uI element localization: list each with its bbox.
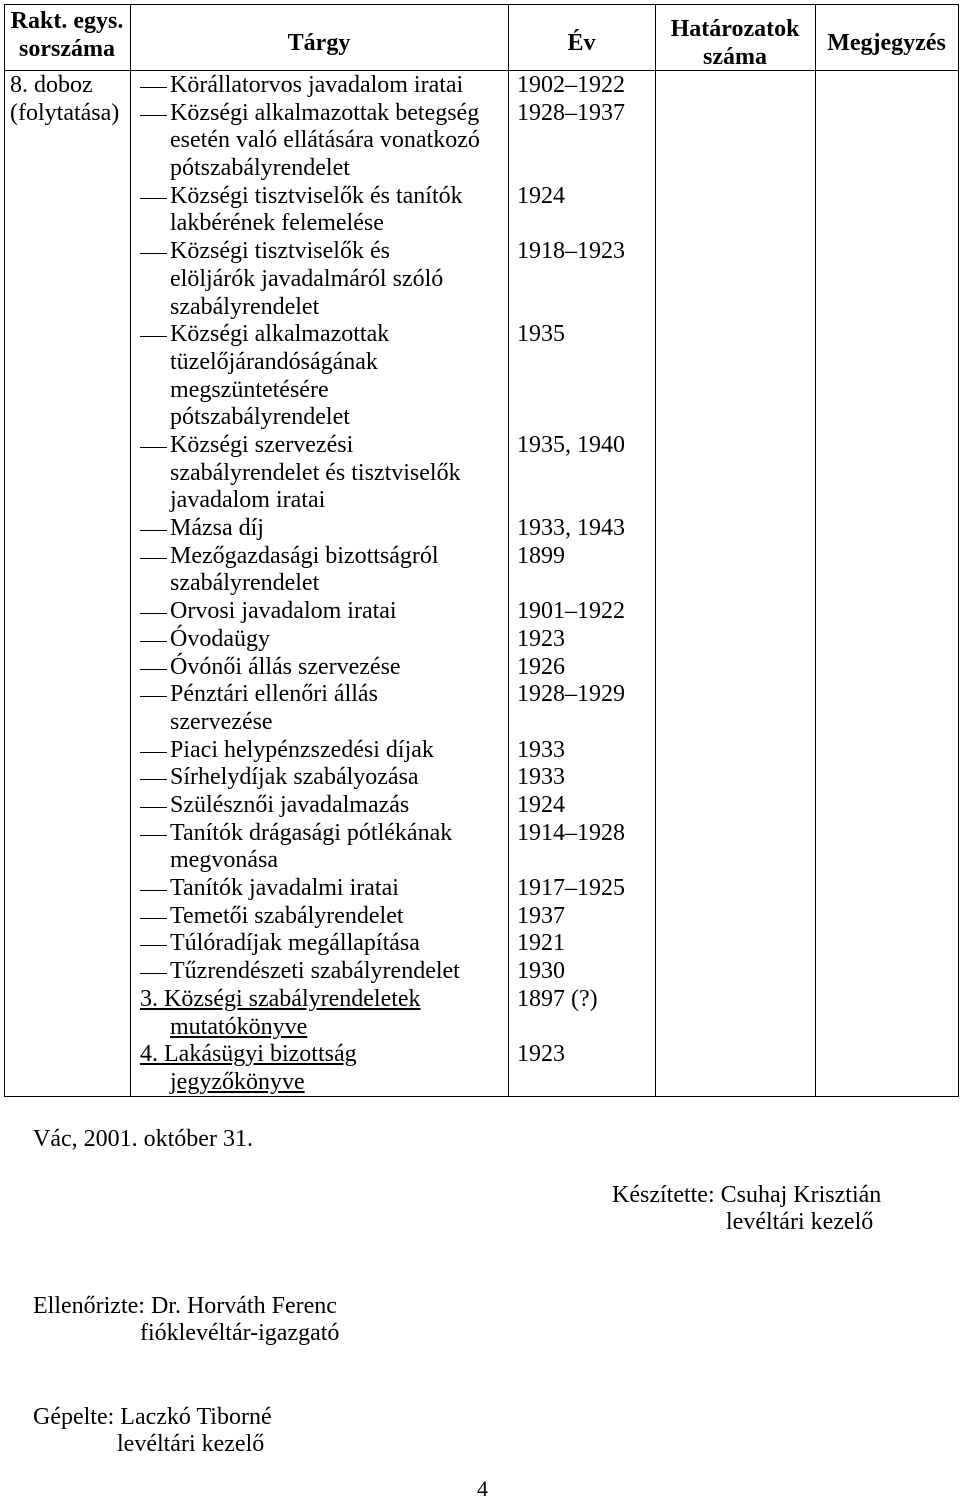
subject-line: Orvosi javadalom iratai [170, 598, 397, 625]
header-year: Év [567, 30, 596, 56]
box-label: 8. doboz [10, 72, 93, 98]
subject-line: Temetői szabályrendelet [170, 902, 404, 929]
prepared-by: Készítette: Csuhaj Krisztián [612, 1182, 882, 1208]
entry-subject [130, 875, 508, 903]
table-row [130, 598, 655, 626]
subject-line [130, 986, 508, 1014]
table-row [130, 903, 655, 931]
table-row [130, 626, 655, 654]
checked-by: Ellenőrizte: Dr. Horváth Ferenc [33, 1293, 337, 1319]
table-row [130, 238, 655, 321]
header-resolution-number: száma [703, 44, 767, 70]
entry-dash [140, 115, 167, 116]
subject-line-text: jegyzőkönyve [170, 1068, 305, 1095]
subject-line: Óvodaügy [170, 625, 270, 652]
entry-subject [130, 1041, 508, 1096]
subject-line: pótszabályrendelet [170, 404, 350, 431]
entry-subject [130, 543, 508, 598]
entry-subject [130, 100, 508, 183]
subject-line: szabályrendelet és tisztviselők [170, 459, 461, 486]
subject-line: Körállatorvos javadalom iratai [170, 72, 464, 98]
entry-year: 1926 [517, 653, 565, 680]
entry-subject [130, 321, 508, 432]
subject-line: szabályrendelet [170, 293, 320, 320]
column-divider [655, 4, 656, 1097]
entry-year: 1917–1925 [517, 875, 625, 902]
typed-by: Gépelte: Laczkó Tiborné [33, 1404, 272, 1430]
entry-dash [140, 696, 167, 697]
subject-line: Községi alkalmazottak betegség [170, 99, 480, 126]
entry-subject [130, 238, 508, 321]
header-resolution-number: Határozatok [670, 16, 800, 42]
table-row [130, 820, 655, 875]
entry-subject [130, 626, 508, 654]
table-row [130, 654, 655, 682]
entry-year: 1935, 1940 [517, 431, 625, 458]
table-row [130, 183, 655, 238]
entry-dash [140, 613, 167, 614]
entry-dash [140, 669, 167, 670]
entry-year: 1923 [517, 625, 565, 652]
table-row [130, 681, 655, 736]
entry-dash [140, 87, 167, 88]
entry-subject [130, 958, 508, 986]
entry-year: 1933 [517, 764, 565, 791]
subject-line: megszüntetésére [170, 376, 329, 403]
entry-dash [140, 945, 167, 946]
entry-dash [140, 447, 167, 448]
table-body [130, 72, 655, 1097]
table-row [130, 515, 655, 543]
entry-year: 1924 [517, 182, 565, 209]
entry-dash [140, 530, 167, 531]
entry-subject [130, 792, 508, 820]
entry-year: 1933, 1943 [517, 515, 625, 542]
header-subject: Tárgy [287, 30, 351, 56]
entry-subject [130, 764, 508, 792]
subject-line: Mázsa díj [170, 515, 264, 542]
entry-dash [140, 835, 167, 836]
entry-subject [130, 515, 508, 543]
entry-subject [130, 654, 508, 682]
subject-line: szabályrendelet [170, 570, 320, 597]
entry-subject [130, 903, 508, 931]
checked-by-title: fióklevéltár-igazgató [140, 1320, 340, 1346]
table-row [130, 432, 655, 515]
entry-subject [130, 737, 508, 765]
entry-subject [130, 598, 508, 626]
prepared-by-title: levéltári kezelő [726, 1209, 874, 1235]
subject-line [130, 1069, 508, 1097]
subject-line-text: mutatókönyve [170, 1013, 308, 1040]
table-row [130, 792, 655, 820]
entry-subject [130, 930, 508, 958]
entry-year: 1928–1929 [517, 681, 625, 708]
entry-year: 1928–1937 [517, 99, 625, 126]
subject-line: Szülésznői javadalmazás [170, 791, 410, 818]
header-unit-number: sorszáma [19, 36, 115, 62]
subject-line: Sírhelydíjak szabályozása [170, 764, 419, 791]
entry-dash [140, 253, 167, 254]
box-note: (folytatása) [10, 99, 120, 126]
entry-year: 1924 [517, 791, 565, 818]
page-number: 4 [477, 1476, 488, 1500]
entry-subject [130, 183, 508, 238]
entry-dash [140, 779, 167, 780]
entry-dash [140, 336, 167, 337]
header-unit-number: Rakt. egys. [10, 8, 124, 34]
column-divider [815, 4, 816, 1097]
entry-year: 1937 [517, 902, 565, 929]
place-date: Vác, 2001. október 31. [33, 1126, 253, 1152]
entry-year: 1901–1922 [517, 598, 625, 625]
entry-subject [130, 432, 508, 515]
subject-line [130, 1041, 508, 1069]
subject-line: tüzelőjárandóságának [170, 348, 378, 375]
subject-line: esetén való ellátására vonatkozó [170, 127, 480, 154]
entry-year: 1914–1928 [517, 819, 625, 846]
typed-by-title: levéltári kezelő [117, 1431, 265, 1457]
entry-dash [140, 198, 167, 199]
subject-line-text: 3. Községi szabályrendeletek [140, 985, 421, 1012]
entry-year: 1899 [517, 542, 565, 569]
subject-line: Tűzrendészeti szabályrendelet [170, 958, 460, 985]
table-row [130, 930, 655, 958]
subject-line: elöljárók javadalmáról szóló [170, 265, 444, 292]
table-left-border [4, 4, 5, 1097]
entry-subject [130, 820, 508, 875]
entry-dash [140, 641, 167, 642]
subject-line: lakbérének felemelése [170, 210, 384, 237]
entry-year: 1923 [517, 1041, 565, 1068]
table-row [130, 100, 655, 183]
subject-line: Piaci helypénzszedési díjak [170, 736, 434, 763]
table-row [130, 72, 655, 100]
subject-line: Községi tisztviselők és tanítók [170, 182, 463, 209]
entry-year: 1897 (?) [517, 985, 598, 1012]
entry-subject [130, 72, 508, 100]
subject-line: Túlóradíjak megállapítása [170, 930, 420, 957]
subject-line: javadalom iratai [170, 487, 326, 514]
entry-year: 1918–1923 [517, 238, 625, 265]
subject-line: Községi tisztviselők és [170, 238, 390, 265]
table-row [130, 764, 655, 792]
entry-dash [140, 807, 167, 808]
subject-line: Tanítók drágasági pótlékának [170, 819, 453, 846]
subject-line: Tanítók javadalmi iratai [170, 875, 399, 902]
entry-year: 1902–1922 [517, 72, 625, 98]
header-remarks: Megjegyzés [827, 30, 946, 56]
entry-subject [130, 986, 508, 1041]
subject-line: Pénztári ellenőri állás [170, 681, 378, 708]
table-row [130, 875, 655, 903]
subject-line: pótszabályrendelet [170, 155, 350, 182]
subject-line [130, 1014, 508, 1042]
table-right-border [958, 4, 959, 1097]
entry-year: 1935 [517, 321, 565, 348]
entry-dash [140, 918, 167, 919]
table-row [130, 1041, 655, 1096]
subject-line: szervezése [170, 708, 273, 735]
entry-year: 1930 [517, 958, 565, 985]
subject-line-text: 4. Lakásügyi bizottság [140, 1041, 357, 1068]
entry-dash [140, 752, 167, 753]
entry-dash [140, 890, 167, 891]
table-row [130, 737, 655, 765]
entry-dash [140, 558, 167, 559]
subject-line: Községi alkalmazottak [170, 321, 390, 348]
table-row [130, 986, 655, 1041]
subject-line: Mezőgazdasági bizottságról [170, 542, 439, 569]
subject-line: megvonása [170, 847, 278, 874]
subject-line: Óvónői állás szervezése [170, 653, 401, 680]
entry-year: 1933 [517, 736, 565, 763]
entry-dash [140, 973, 167, 974]
subject-line: Községi szervezési [170, 431, 354, 458]
table-row [130, 543, 655, 598]
entry-year: 1921 [517, 930, 565, 957]
entry-subject [130, 681, 508, 736]
table-row [130, 321, 655, 432]
table-row [130, 958, 655, 986]
